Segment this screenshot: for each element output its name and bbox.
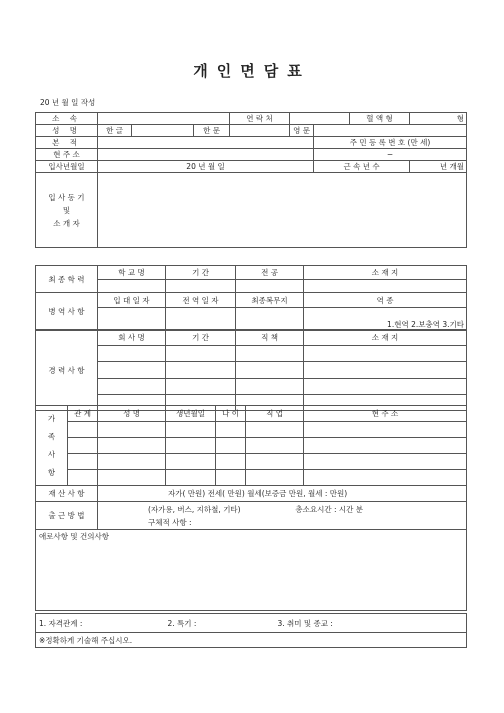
career-period-header: 기 간 (166, 330, 236, 346)
address-label: 현 주 소 (36, 149, 98, 161)
table-cell[interactable] (166, 422, 216, 438)
family-l3: 사 (47, 449, 56, 459)
family-l2: 족 (47, 431, 56, 441)
family-l1: 가 (47, 413, 56, 423)
mil-type-value[interactable] (304, 308, 467, 320)
career-company-header: 회 사 명 (98, 330, 166, 346)
mil-enlist-value[interactable] (98, 308, 166, 331)
qualification-field[interactable]: 1. 자격관계 : (36, 614, 166, 633)
hanja-value[interactable] (230, 125, 290, 137)
mil-enlist-header: 입 대 일 자 (98, 293, 166, 308)
table-cell[interactable] (216, 422, 246, 438)
date-line: 20 년 월 일 작성 (40, 98, 96, 107)
table-cell[interactable] (98, 422, 166, 438)
table-cell[interactable] (304, 346, 467, 362)
commute-means-text: (자가용, 버스, 지하철, 기타) (148, 504, 241, 514)
table-cell[interactable] (166, 362, 236, 378)
table-row[interactable] (68, 438, 98, 454)
edu-location-value[interactable] (304, 279, 467, 293)
family-job-header: 직 업 (246, 406, 304, 422)
footer-table (35, 613, 467, 648)
family-table (35, 405, 467, 486)
commute-label: 출 근 방 법 (36, 502, 98, 530)
hangul-label: 한 글 (98, 125, 132, 137)
edu-label: 최 종 학 력 (36, 266, 98, 293)
motive-label (36, 173, 98, 248)
mil-type-options: 1.현역 2.보충역 3.기타 (304, 319, 467, 331)
page-title: 개인면담표 (193, 62, 311, 80)
mil-discharge-value[interactable] (166, 308, 236, 331)
address-value[interactable] (98, 149, 314, 161)
motive-line1: 입 사 동 기 (48, 192, 85, 202)
table-cell[interactable] (246, 470, 304, 486)
rrn-value[interactable]: − (314, 149, 467, 161)
motive-line3: 소 개 자 (53, 218, 80, 228)
table-cell[interactable] (166, 454, 216, 470)
hangul-value[interactable] (132, 125, 194, 137)
table-cell[interactable] (166, 378, 236, 394)
motive-line2: 및 (62, 205, 71, 215)
affil-value[interactable] (98, 113, 230, 125)
asset-value[interactable]: 자가( 만원) 전세( 만원) 월세(보증금 만원, 월세 : 만원) (98, 486, 467, 502)
family-addr-header: 현 주 소 (304, 406, 467, 422)
english-label: 영 문 (290, 125, 314, 137)
hanja-label: 한 문 (194, 125, 230, 137)
table-cell[interactable] (246, 422, 304, 438)
contact-label: 연 락 처 (230, 113, 290, 125)
career-position-header: 직 책 (236, 330, 304, 346)
table-row[interactable] (68, 422, 98, 438)
table-cell[interactable] (98, 438, 166, 454)
table-cell[interactable] (98, 470, 166, 486)
table-cell[interactable] (304, 362, 467, 378)
table-row[interactable] (98, 346, 166, 362)
edu-school-header: 학 교 명 (98, 266, 166, 280)
table-cell[interactable] (304, 422, 467, 438)
edu-period-header: 기 간 (166, 266, 236, 280)
edu-major-value[interactable] (236, 279, 304, 293)
family-l4: 항 (47, 467, 56, 477)
tenure-value[interactable]: 년 개월 (410, 161, 467, 173)
blood-value[interactable]: 형 (410, 113, 467, 125)
english-value[interactable] (314, 125, 467, 137)
join-date-value[interactable]: 20 년 월 일 (98, 161, 314, 173)
table-cell[interactable] (246, 454, 304, 470)
family-rel-header: 관 계 (68, 406, 98, 422)
edu-period-value[interactable] (166, 279, 236, 293)
blood-label: 혈 액 형 (350, 113, 410, 125)
table-cell[interactable] (166, 438, 216, 454)
mil-duty-value[interactable] (236, 308, 304, 331)
edu-major-header: 전 공 (236, 266, 304, 280)
difficulties-field[interactable]: 애로사항 및 건의사항 (36, 530, 467, 611)
family-label (36, 406, 68, 486)
table-cell[interactable] (216, 454, 246, 470)
education-military-table (35, 265, 467, 331)
asset-label: 재 산 사 항 (36, 486, 98, 502)
table-cell[interactable] (304, 454, 467, 470)
commute-means[interactable] (98, 502, 467, 517)
table-row[interactable] (98, 378, 166, 394)
career-label: 경 력 사 항 (36, 330, 98, 411)
table-cell[interactable] (166, 470, 216, 486)
table-cell[interactable] (304, 438, 467, 454)
table-cell[interactable] (216, 438, 246, 454)
contact-value[interactable] (290, 113, 350, 125)
hobby-religion-field[interactable]: 3. 취미 및 종교 : (276, 614, 467, 633)
commute-detail[interactable]: 구체적 사항 : (98, 516, 467, 530)
family-age-header: 나 이 (216, 406, 246, 422)
instruction-note: ※정확하게 기술해 주십시오. (36, 633, 467, 648)
table-cell[interactable] (236, 346, 304, 362)
personal-info-table (35, 112, 467, 248)
asset-commute-table (35, 485, 467, 611)
talent-field[interactable]: 2. 특기 : (166, 614, 276, 633)
mil-duty-header: 최종복무지 (236, 293, 304, 308)
mil-discharge-header: 전 역 일 자 (166, 293, 236, 308)
mil-label: 병 역 사 항 (36, 293, 98, 331)
table-cell[interactable] (166, 346, 236, 362)
motive-value[interactable] (98, 173, 467, 248)
table-cell[interactable] (236, 362, 304, 378)
career-location-header: 소 재 지 (304, 330, 467, 346)
join-date-label: 입사년월일 (36, 161, 98, 173)
table-cell[interactable] (304, 470, 467, 486)
table-row[interactable] (68, 454, 98, 470)
edu-school-value[interactable] (98, 279, 166, 293)
affil-label: 소 속 (36, 113, 98, 125)
rrn-label: 주 민 등 록 번 호 (만 세) (314, 137, 467, 149)
table-cell[interactable] (236, 378, 304, 394)
table-cell[interactable] (246, 438, 304, 454)
table-row[interactable] (98, 362, 166, 378)
commute-time: 총소요시간 : 시간 분 (295, 504, 364, 514)
table-cell[interactable] (304, 378, 467, 394)
career-table (35, 329, 467, 411)
origin-value[interactable] (98, 137, 314, 149)
name-label: 성 명 (36, 125, 98, 137)
family-name-header: 성 명 (98, 406, 166, 422)
family-birth-header: 생년월일 (166, 406, 216, 422)
mil-type-header: 역 종 (304, 293, 467, 308)
edu-location-header: 소 재 지 (304, 266, 467, 280)
table-row[interactable] (68, 470, 98, 486)
table-cell[interactable] (98, 454, 166, 470)
origin-label: 본 적 (36, 137, 98, 149)
table-cell[interactable] (216, 470, 246, 486)
tenure-label: 근 속 년 수 (314, 161, 410, 173)
